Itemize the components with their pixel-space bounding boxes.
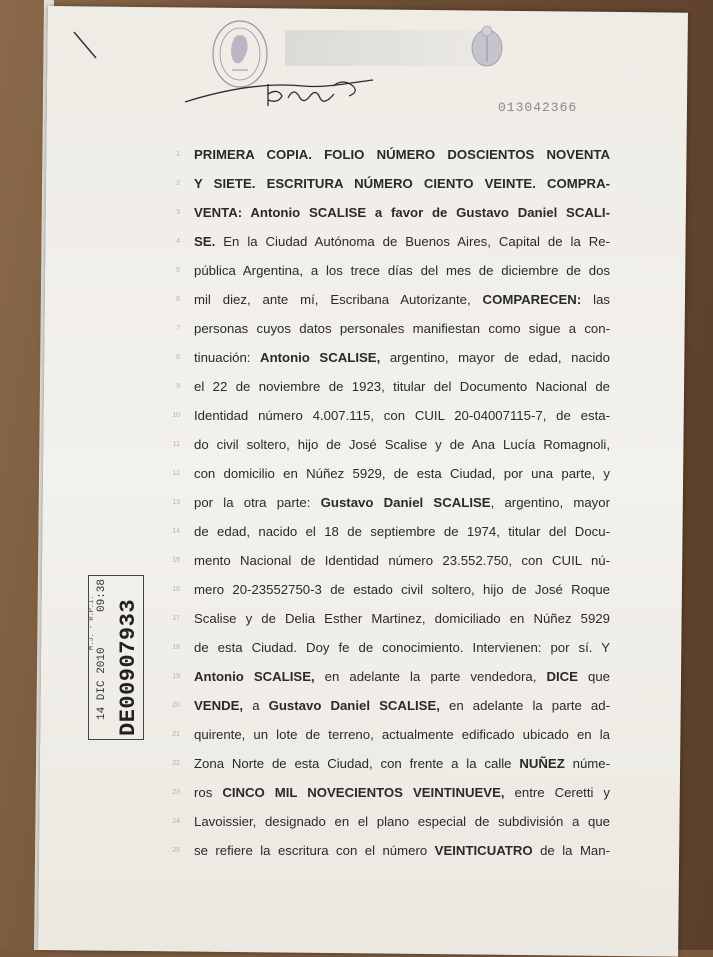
line-text: PRIMERA COPIA. FOLIO NÚMERO DOSCIENTOS NOVENTA bbox=[194, 147, 610, 162]
line-text: por la otra parte: Gustavo Daniel SCALISE, argentino, mayor bbox=[194, 495, 610, 510]
deed-line bbox=[170, 227, 610, 256]
deed-line bbox=[170, 807, 610, 836]
deed-line bbox=[170, 836, 610, 865]
line-text: pública Argentina, a los trece días del mes de diciembre de dos bbox=[194, 263, 610, 278]
line-text: mero 20-23552750-3 de estado civil soltero, hijo de José Roque bbox=[194, 582, 610, 597]
deed-line bbox=[170, 575, 610, 604]
deed-line bbox=[170, 720, 610, 749]
line-number: 17 bbox=[172, 615, 180, 622]
deed-line bbox=[170, 343, 610, 372]
stamp-date: 14 DIC 2010 bbox=[96, 647, 108, 720]
line-text: VENDE, a Gustavo Daniel SCALISE, en adelante la parte ad- bbox=[194, 698, 610, 713]
line-number: 18 bbox=[172, 644, 180, 651]
line-text: de esta Ciudad. Doy fe de conocimiento. Intervienen: por sí. Y bbox=[194, 640, 610, 655]
line-text: ros CINCO MIL NOVECIENTOS VEINTINUEVE, entre Ceretti y bbox=[194, 785, 610, 800]
line-number: 24 bbox=[172, 818, 180, 825]
line-number: 11 bbox=[172, 441, 180, 448]
line-number: 22 bbox=[172, 760, 180, 767]
line-text: Scalise y de Delia Esther Martinez, domiciliado en Núñez 5929 bbox=[194, 611, 610, 626]
line-number: 13 bbox=[172, 499, 180, 506]
line-number: 9 bbox=[176, 383, 180, 390]
line-number: 6 bbox=[176, 296, 180, 303]
line-text: Identidad número 4.007.115, con CUIL 20-04007115-7, de esta- bbox=[194, 408, 610, 423]
line-number: 25 bbox=[172, 847, 180, 854]
coat-of-arms-icon bbox=[465, 22, 510, 72]
pen-mark-icon bbox=[72, 30, 102, 60]
line-number: 8 bbox=[176, 354, 180, 361]
line-number: 23 bbox=[172, 789, 180, 796]
deed-line bbox=[170, 256, 610, 285]
deed-line bbox=[170, 517, 610, 546]
deed-line bbox=[170, 749, 610, 778]
line-text: tinuación: Antonio SCALISE, argentino, mayor de edad, nacido bbox=[194, 350, 610, 365]
line-text: con domicilio en Núñez 5929, de esta Ciudad, por una parte, y bbox=[194, 466, 610, 481]
deed-line bbox=[170, 459, 610, 488]
deed-line bbox=[170, 401, 610, 430]
line-number: 12 bbox=[172, 470, 180, 477]
line-text: Antonio SCALISE, en adelante la parte vendedora, DICE que bbox=[194, 669, 610, 684]
deed-line bbox=[170, 198, 610, 227]
line-number: 14 bbox=[172, 528, 180, 535]
line-number: 15 bbox=[172, 557, 180, 564]
deed-line bbox=[170, 285, 610, 314]
line-text: Lavoissier, designado en el plano especial de subdivisión a que bbox=[194, 814, 610, 829]
line-number: 4 bbox=[176, 238, 180, 245]
stamp-office: M.J. - R.P.I. bbox=[88, 595, 96, 650]
deed-line bbox=[170, 140, 610, 169]
line-text: Y SIETE. ESCRITURA NÚMERO CIENTO VEINTE. COMPRA- bbox=[194, 176, 610, 191]
line-text: Zona Norte de esta Ciudad, con frente a la calle NUÑEZ núme- bbox=[194, 756, 610, 771]
line-number: 16 bbox=[172, 586, 180, 593]
line-number: 5 bbox=[176, 267, 180, 274]
deed-text-body bbox=[170, 140, 610, 865]
line-text: do civil soltero, hijo de José Scalise y de Ana Lucía Romagnoli, bbox=[194, 437, 610, 452]
line-text: de edad, nacido el 18 de septiembre de 1974, titular del Docu- bbox=[194, 524, 610, 539]
line-number: 21 bbox=[172, 731, 180, 738]
line-text: mil diez, ante mí, Escribana Autorizante, COMPARECEN: las bbox=[194, 292, 610, 307]
deed-line bbox=[170, 662, 610, 691]
deed-line bbox=[170, 372, 610, 401]
line-text: mento Nacional de Identidad número 23.552.750, con CUIL nú- bbox=[194, 553, 610, 568]
deed-line bbox=[170, 691, 610, 720]
registry-stamp bbox=[88, 575, 144, 740]
stamp-code: DE00907933 bbox=[116, 598, 141, 736]
stamp-time: 09:38 bbox=[96, 578, 108, 612]
deed-line bbox=[170, 633, 610, 662]
line-text: SE. En la Ciudad Autónoma de Buenos Aires, Capital de la Re- bbox=[194, 234, 610, 249]
watermark-band bbox=[285, 30, 485, 66]
line-number: 7 bbox=[176, 325, 180, 332]
deed-line bbox=[170, 169, 610, 198]
line-text: personas cuyos datos personales manifiestan como sigue a con- bbox=[194, 321, 610, 336]
notary-signature-icon bbox=[183, 72, 383, 112]
deed-line bbox=[170, 546, 610, 575]
line-number: 10 bbox=[172, 412, 180, 419]
line-text: quirente, un lote de terreno, actualmente edificado ubicado en la bbox=[194, 727, 610, 742]
deed-line bbox=[170, 488, 610, 517]
deed-line bbox=[170, 430, 610, 459]
deed-line bbox=[170, 314, 610, 343]
line-text: el 22 de noviembre de 1923, titular del Documento Nacional de bbox=[194, 379, 610, 394]
line-text: VENTA: Antonio SCALISE a favor de Gustavo Daniel SCALI- bbox=[194, 205, 610, 220]
line-number: 1 bbox=[176, 151, 180, 158]
deed-line bbox=[170, 604, 610, 633]
document-serial-number: 013042366 bbox=[498, 100, 578, 115]
line-number: 20 bbox=[172, 702, 180, 709]
line-number: 3 bbox=[176, 209, 180, 216]
line-number: 2 bbox=[176, 180, 180, 187]
deed-line bbox=[170, 778, 610, 807]
line-text: se refiere la escritura con el número VEINTICUATRO de la Man- bbox=[194, 843, 610, 858]
line-number: 19 bbox=[172, 673, 180, 680]
